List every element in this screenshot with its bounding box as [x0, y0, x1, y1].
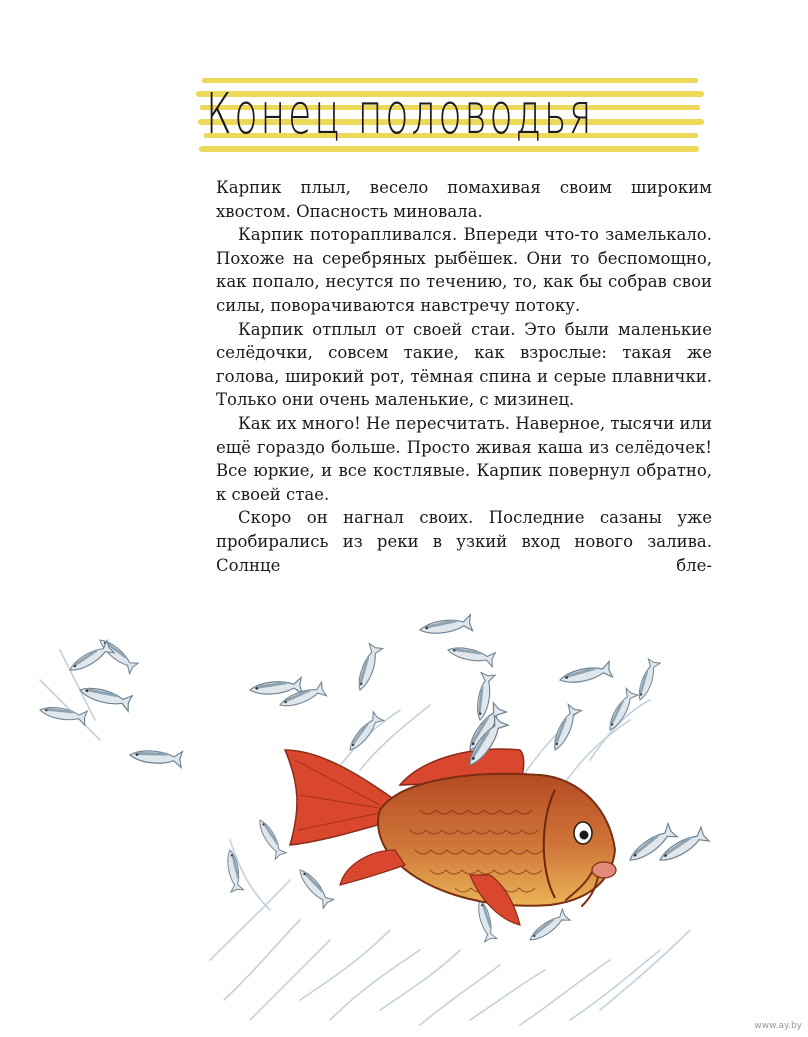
chapter-title-block	[196, 68, 706, 162]
paragraph: Карпик поторапливался. Впереди что-то замелькало. Похоже на серебряных рыбёшек. Они то беспомощно, как попало, несутся по течению, то, как бы собрав свои силы, поворачиваются навстречу потоку.	[216, 225, 712, 315]
carp	[285, 749, 616, 925]
paragraph: Как их много! Не пересчитать. Наверное, тысячи или ещё гораздо больше. Просто живая каша из селёдочек! Все юркие, и все костлявые. Карпик повернул обратно, к своей стае.	[216, 413, 712, 504]
paragraph: Карпик плыл, весело помахивая своим широким хвостом. Опасность миновала.	[216, 178, 712, 221]
small-fish-school	[39, 615, 709, 946]
watermark: www.ay.by	[754, 1021, 802, 1031]
chapter-title: Конец половодья	[206, 82, 595, 147]
story-text	[216, 176, 712, 577]
carp-illustration	[0, 580, 808, 1037]
paragraph: Скоро он нагнал своих. Последние сазаны уже пробирались из реки в узкий вход нового залива. Солнце бле-	[216, 508, 712, 575]
paragraph: Карпик отплыл от своей стаи. Это были маленькие селёдочки, совсем такие, как взрослые: такая же голова, широкий рот, тёмная спина и серые плавнички. Только они очень маленькие, с мизинец.	[216, 319, 712, 410]
